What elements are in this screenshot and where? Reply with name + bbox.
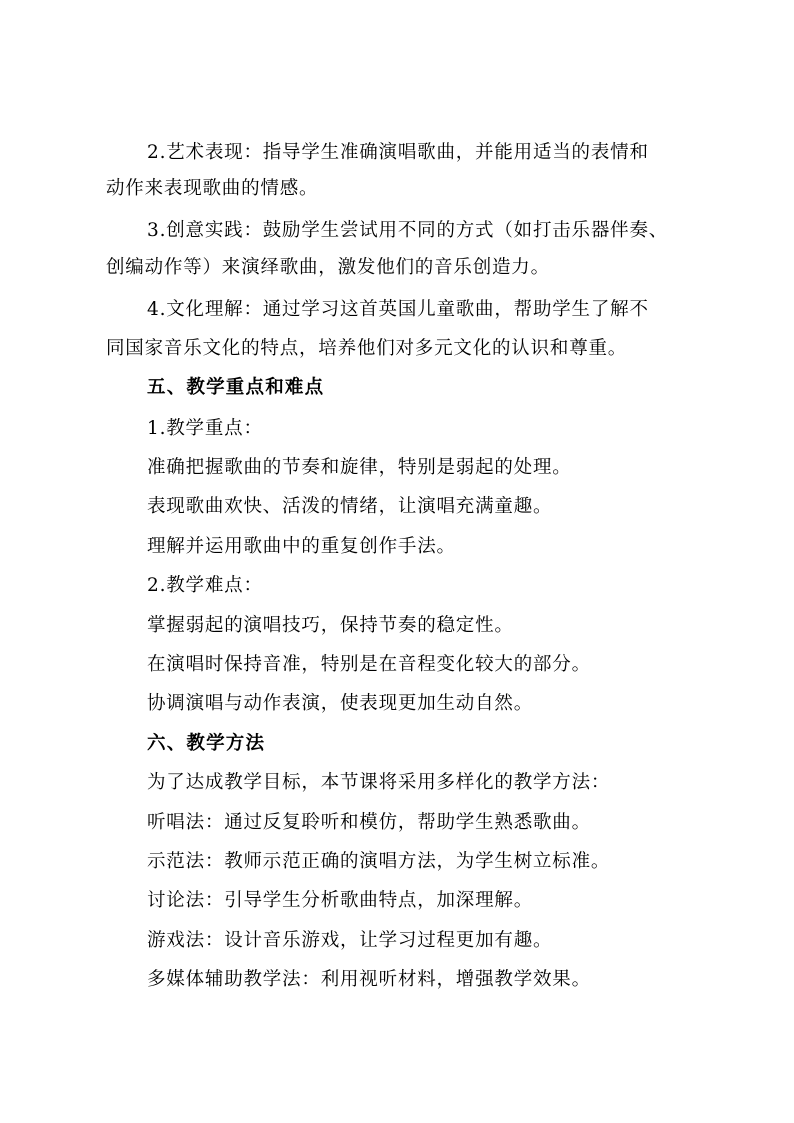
- list-item: 准确把握歌曲的节奏和旋律，特别是弱起的处理。: [147, 457, 572, 478]
- paragraph-line: 同国家音乐文化的特点，培养他们对多元文化的认识和尊重。: [106, 338, 628, 359]
- paragraph-line: 4.文化理解：通过学习这首英国儿童歌曲，帮助学生了解不: [147, 299, 649, 320]
- section-heading: 五、教学重点和难点: [147, 377, 325, 398]
- list-item: 游戏法：设计音乐游戏，让学习过程更加有趣。: [147, 930, 553, 951]
- list-item: 表现歌曲欢快、活泼的情绪，让演唱充满童趣。: [147, 496, 553, 517]
- list-item: 讨论法：引导学生分析歌曲特点，加深理解。: [147, 890, 534, 911]
- list-item: 理解并运用歌曲中的重复创作手法。: [147, 536, 456, 557]
- subsection-title: 2.教学难点：: [147, 575, 263, 596]
- list-item: 听唱法：通过反复聆听和模仿，帮助学生熟悉歌曲。: [147, 812, 591, 833]
- list-item: 示范法：教师示范正确的演唱方法，为学生树立标准。: [147, 851, 611, 872]
- paragraph-line: 3.创意实践：鼓励学生尝试用不同的方式（如打击乐器伴奏、: [147, 220, 669, 241]
- list-item: 多媒体辅助教学法：利用视听材料，增强教学效果。: [147, 969, 591, 990]
- section-intro: 为了达成教学目标，本节课将采用多样化的教学方法：: [147, 772, 611, 793]
- list-item: 在演唱时保持音准，特别是在音程变化较大的部分。: [147, 654, 591, 675]
- list-item: 掌握弱起的演唱技巧，保持节奏的稳定性。: [147, 615, 514, 636]
- paragraph-line: 2.艺术表现：指导学生准确演唱歌曲，并能用适当的表情和: [147, 142, 649, 163]
- list-item: 协调演唱与动作表演，使表现更加生动自然。: [147, 693, 534, 714]
- section-heading: 六、教学方法: [147, 733, 266, 754]
- paragraph-line: 创编动作等）来演绎歌曲，激发他们的音乐创造力。: [106, 257, 550, 278]
- paragraph-line: 动作来表现歌曲的情感。: [106, 178, 319, 199]
- subsection-title: 1.教学重点：: [147, 418, 263, 439]
